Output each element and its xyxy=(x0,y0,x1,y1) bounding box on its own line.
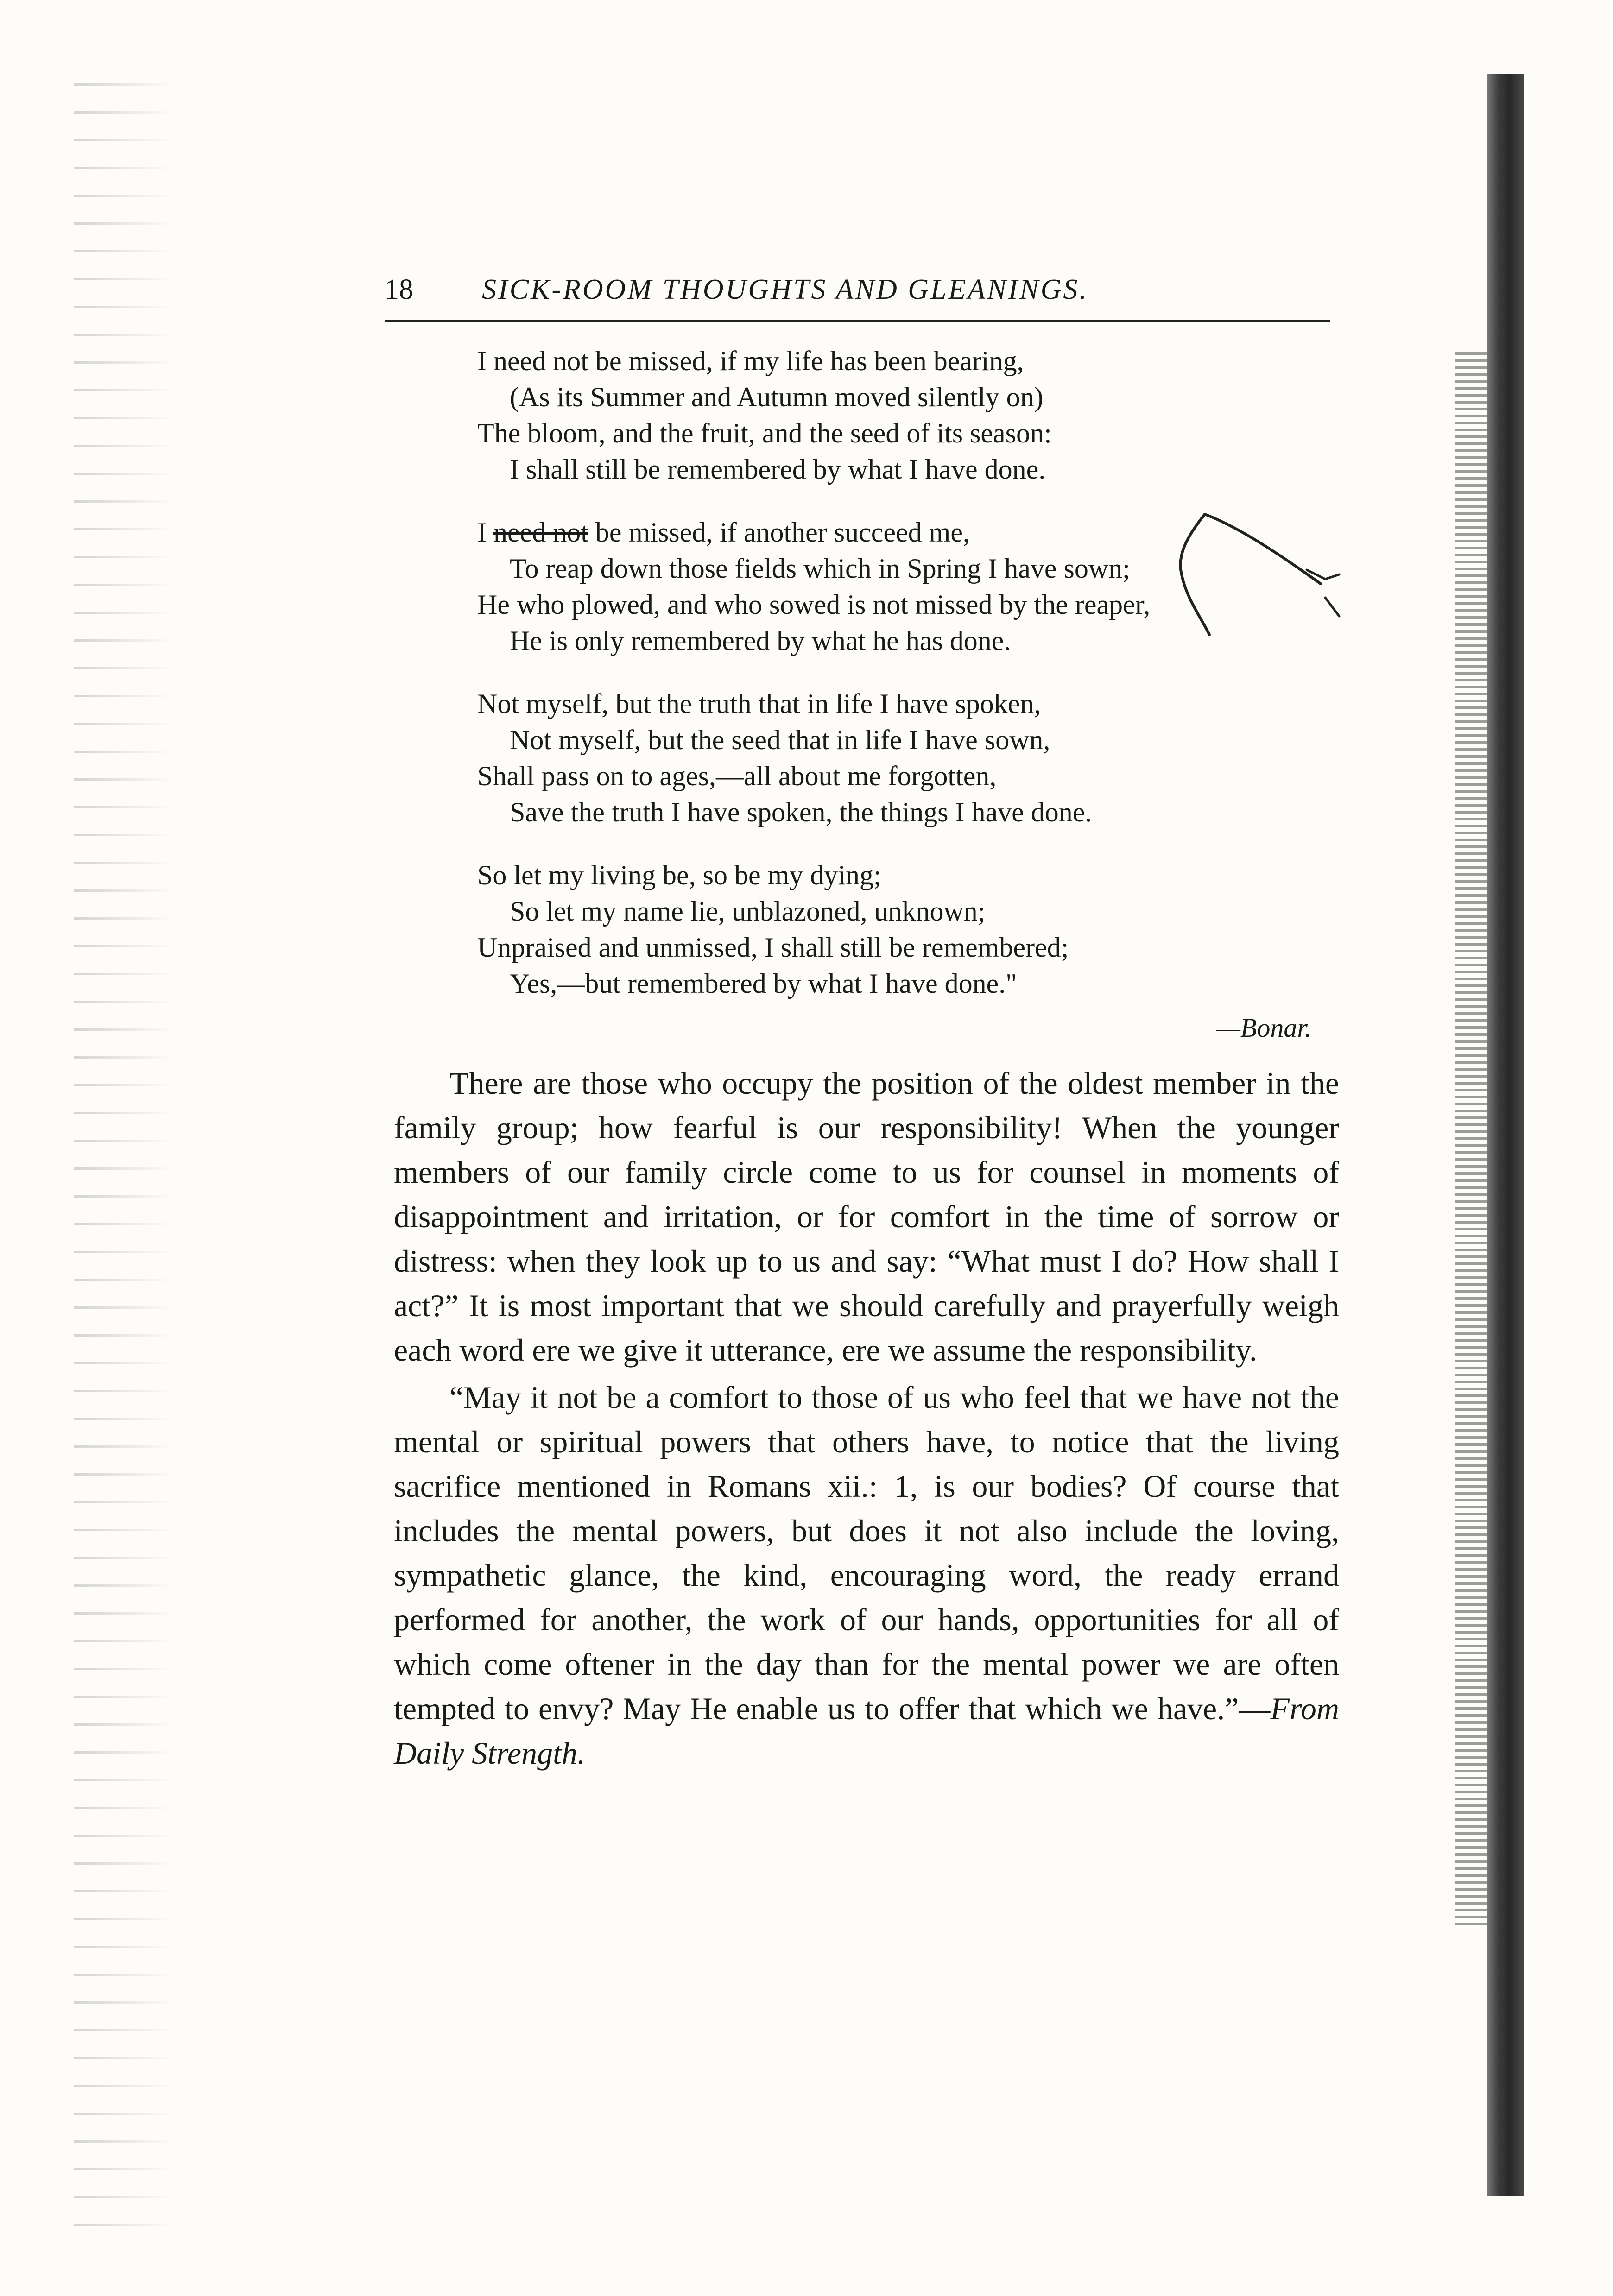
poem-stanza-1 xyxy=(477,343,1311,487)
poem-line: Unpraised and unmissed, I shall still be remembered; xyxy=(477,932,1069,963)
scan-left-margin-shadow xyxy=(74,83,167,2238)
poem-line: Not myself, but the truth that in life I have spoken, xyxy=(477,688,1041,719)
prose-body xyxy=(394,1061,1339,1778)
poem-stanza-3 xyxy=(477,686,1311,830)
poem xyxy=(477,343,1311,1043)
poem-line: Shall pass on to ages,—all about me forgotten, xyxy=(477,761,997,791)
scan-right-edge-shadow xyxy=(1487,74,1524,2196)
source-citation: From Daily Strength. xyxy=(394,1691,1339,1771)
running-head: SICK-ROOM THOUGHTS AND GLEANINGS. xyxy=(482,274,1088,305)
prose-paragraph xyxy=(394,1375,1339,1775)
poem-line: Not myself, but the seed that in life I have sown, xyxy=(510,725,1050,755)
quoted-passage: “May it not be a comfort to those of us who feel that we have not the mental or spiritual powers that others have, to notice that the living sacrifice mentioned in Romans xii.: 1, is our bodies? Of course that includes the mental powers, but does it not also include the loving, sympathetic glance, the kind, encouraging word, the ready errand performed for another, the work of our hands, opportunities for all of which come oftener in the day than for the mental power we are often tempted to envy? May He enable us to offer that which we have.”— xyxy=(394,1380,1339,1726)
poem-line: I need not be missed, if my life has been bearing, xyxy=(477,346,1024,376)
poem-line: I shall still be remembered by what I have done. xyxy=(510,454,1046,485)
poem-line-end: be missed, if another succeed me, xyxy=(588,517,970,548)
poem-line: He is only remembered by what he has done. xyxy=(510,625,1011,656)
poem-attribution: —Bonar. xyxy=(1216,1013,1311,1043)
page-header xyxy=(385,259,1330,322)
poem-line: (As its Summer and Autumn moved silently on) xyxy=(510,382,1044,412)
poem-stanza-4 xyxy=(477,857,1311,1002)
page-number: 18 xyxy=(385,274,413,305)
poem-line: Yes,—but remembered by what I have done." xyxy=(510,968,1017,999)
poem-line: To reap down those fields which in Spring I have sown; xyxy=(510,553,1130,584)
poem-line-start: I xyxy=(477,517,493,548)
poem-line: So let my name lie, unblazoned, unknown; xyxy=(510,896,986,927)
poem-line: The bloom, and the fruit, and the seed of its season: xyxy=(477,418,1052,448)
prose-paragraph: There are those who occupy the position of the oldest member in the family group; how fearful is our responsibility! When the younger members of our family circle come to us for counsel in moments of disappointment and irritation, or for comfort in the time of sorrow or distress: when they look up to us and say: “What must I do? How shall I act?” It is most important that we should carefully and prayerfully weigh each word ere we give it utterance, ere we assume the responsibility. xyxy=(394,1066,1339,1368)
handwritten-pencil-mark xyxy=(1168,510,1372,639)
poem-line: He who plowed, and who sowed is not missed by the reaper, xyxy=(477,589,1151,620)
poem-line: So let my living be, so be my dying; xyxy=(477,860,881,890)
poem-line: Save the truth I have spoken, the things I have done. xyxy=(510,797,1092,827)
struck-through-text: need not xyxy=(493,517,588,548)
